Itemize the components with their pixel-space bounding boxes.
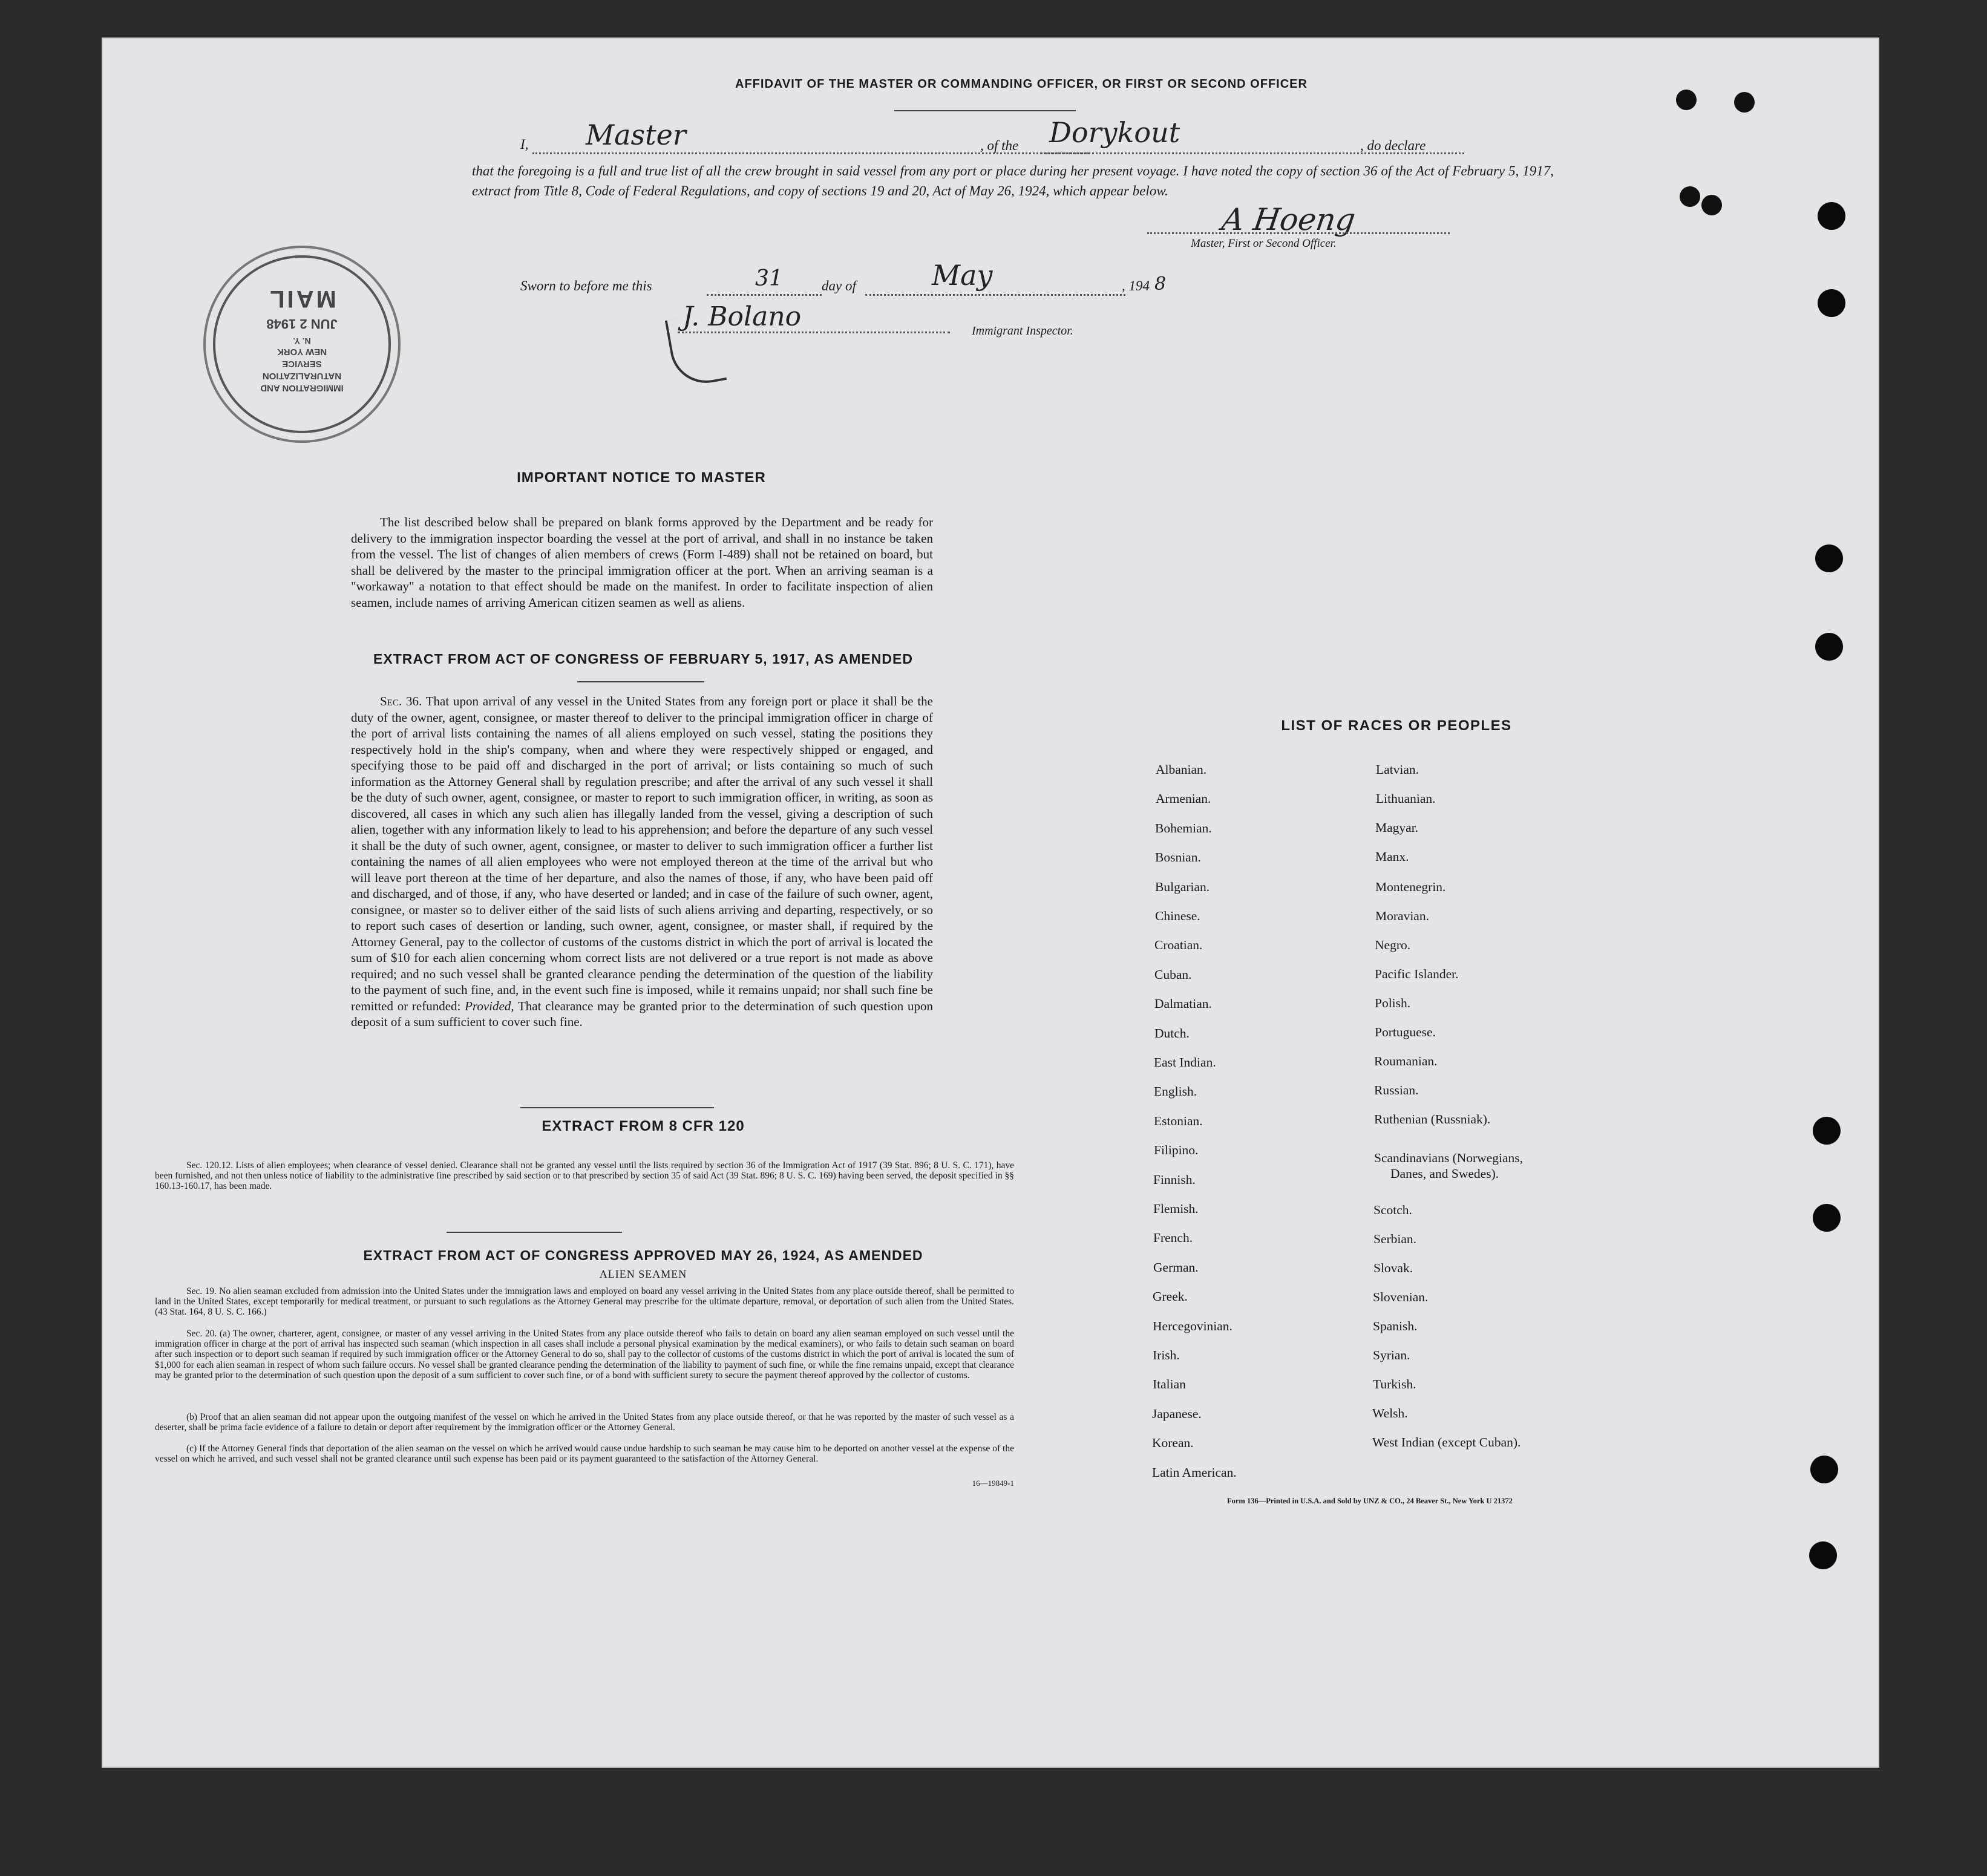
affidavit-title: AFFIDAVIT OF THE MASTER OR COMMANDING OFFICER, OR FIRST OR SECOND OFFICER [735, 77, 1308, 91]
race-item: Japanese. [1152, 1406, 1202, 1421]
extract1924-subtitle: ALIEN SEAMEN [599, 1268, 687, 1280]
hole-mark [1701, 195, 1722, 215]
form-number: 16—19849-1 [972, 1479, 1014, 1488]
inspector-signature: J. Bolano [683, 301, 802, 332]
race-item: Lithuanian. [1376, 791, 1436, 806]
master-signature: A Hoeng [1219, 202, 1358, 237]
sec36-text: That upon arrival of any vessel in the United States from any foreign port or place it shall be the duty of the owner, agent, consignee, or master thereof to deliver to the principal immigration officer in charge of the port of arrival lists containing the names of all aliens employed on such vessel, stating the positions they respectively hold in the ship's company, when and where they were respectively shipped or engaged, and specifying those to be paid off and discharged in the port of arrival; or lists containing so much of such information as the Attorney General shall by regulation prescribe; and after the arrival of any such vessel it shall be the duty of such owner, agent, consignee, or master to report to such immigration officer, in writing, as soon as discovered, all cases in which any such alien has illegally landed from the vessel, giving a description of such alien, together with any information likely to lead to his apprehension; and before the departure of any such vessel it shall be the duty of such owner, agent, consignee, or master to deliver to such immigration officer a further list containing the names of all alien employees who were not employed thereon at the time of the arrival but who will leave port thereon at the time of her departure, and also the names of those, if any, who have been paid off and discharged, and of those, if any, who have deserted or landed; and in case of the failure of such owner, agent, consignee, or master so to deliver either of the said lists of such aliens arriving and departing, respectively, or so to report such cases of desertion or landing, such owner, agent, consignee, or master shall, if required by the Attorney General, pay to the collector of customs of the customs district in which the port of arrival is located the sum of $10 for each alien concerning whom correct lists are not delivered or a true report is not made as above required; and no such vessel shall be granted clearance pending the determination of the question of the liability to the payment of such fine, and, in the event such fine is imposed, while it remains unpaid; nor shall such fine be remitted or refunded: [351, 694, 933, 1013]
extract1924-title: EXTRACT FROM ACT OF CONGRESS APPROVED MAY 26, 1924, AS AMENDED [363, 1247, 923, 1263]
extract1917-end-rule [520, 1107, 714, 1108]
race-item: West Indian (except Cuban). [1372, 1435, 1521, 1449]
binder-hole [1818, 289, 1845, 317]
race-item: Chinese. [1155, 909, 1200, 923]
stamp-mail: MAIL [267, 286, 336, 312]
cfr-text: Sec. 120.12. Lists of alien employees; when clearance of vessel denied. Clearance shall not be granted any vessel until the lists required by section 36 of the Immigration Act of 1917 (39 Stat. 896; 8 U. S. C. 171), have been furnished, and not then unless notice of liability to the administrative fine prescribed by said section or to that prescribed by section 35 of said Act (39 Stat. 896; 8 U. S. C. 169) having been served, the deposit specified in §§ 160.13-160.17, has been made. [155, 1160, 1014, 1192]
race-item: Pacific Islander. [1375, 967, 1459, 981]
race-item: Scotch. [1373, 1203, 1412, 1217]
inspector-signature-line [678, 328, 950, 333]
sec36-text-end: That clearance may be granted prior to the determination of such question upon deposit of a sum sufficient to cover such fine. [351, 998, 933, 1029]
race-item: Dalmatian. [1154, 996, 1212, 1012]
race-item: Greek. [1153, 1289, 1188, 1304]
binder-hole [1815, 633, 1843, 661]
stamp-date: JUN 2 1948 [266, 316, 338, 332]
race-item: Scandinavians (Norwegians, [1374, 1151, 1523, 1165]
stamp-line1: IMMIGRATION AND [260, 383, 344, 393]
sworn-label: Sworn to before me this [520, 278, 652, 293]
race-item: Armenian. [1156, 791, 1211, 806]
year-handwritten: 8 [1154, 273, 1167, 295]
race-item: Serbian. [1373, 1232, 1417, 1246]
race-item: Roumanian. [1374, 1054, 1438, 1068]
sec20a-text: Sec. 20. (a) The owner, charterer, agent, consignee, or master of any vessel arriving in the United States from any place outside thereof who fails to detain on board any alien seaman employed on such vessel until the immigration officer in charge at the port of arrival has inspected such seaman (which inspection in all cases shall include a personal physical examination by the medical examiners), or who fails to detain such seaman on board after such inspection or to deport such seaman if required by such immigration officer or the Attorney General to do so, shall pay to the collector of customs of the customs district in which the port of arrival is located the sum of $1,000 for each alien seaman in respect of whom such failure occurs. No vessel shall be granted clearance pending the determination of the liability to payment of such fine, or while the fine remains unpaid, except that clearance may be granted prior to the determination of such question upon the deposit of a sum sufficient to cover such fine, or of a bond with sufficient surety to secure the payment thereof approved by the collector of customs. [155, 1329, 1014, 1381]
inspector-label: Immigrant Inspector. [972, 324, 1073, 338]
stamp-line3: SERVICE [282, 359, 322, 369]
do-declare-label: , do declare [1360, 138, 1426, 153]
race-item: Spanish. [1373, 1319, 1418, 1333]
sec36-label: Sec. 36. [380, 694, 422, 708]
race-item: Russian. [1374, 1083, 1419, 1097]
day-handwritten: 31 [755, 266, 783, 291]
cfr-title: EXTRACT FROM 8 CFR 120 [542, 1118, 745, 1134]
hole-mark [1680, 186, 1700, 207]
race-item: Bosnian. [1155, 850, 1201, 865]
race-item: Ruthenian (Russniak). [1374, 1112, 1491, 1126]
race-item: Turkish. [1373, 1377, 1416, 1391]
race-item: Croatian. [1154, 938, 1203, 953]
declarant-handwritten: Master [586, 119, 686, 151]
race-item: Dutch. [1154, 1025, 1190, 1041]
master-signature-line [1147, 229, 1450, 234]
binder-hole [1813, 1204, 1841, 1232]
race-item: Estonian. [1154, 1113, 1203, 1128]
binder-hole [1809, 1541, 1837, 1569]
footer-form-info: Form 136—Printed in U.S.A. and Sold by UNZ & CO., 24 Beaver St., New York U 21372 [1227, 1497, 1513, 1505]
race-item: French. [1153, 1231, 1193, 1246]
race-item: Portuguese. [1375, 1025, 1436, 1039]
notice-text: The list described below shall be prepared on blank forms approved by the Department and be ready for delivery to the immigration inspector boarding the vessel at the port of arrival, and shall in no instance be taken from the vessel. The list of changes of alien members of crews (Form I-489) shall not be retained on board, but shall be delivered by the master to the principal immigration officer at the port. When an arriving seaman is a "workaway" a notation to that effect should be made on the manifest. In order to facilitate inspection of alien seamen, include names of arriving American citizen seamen as well as aliens. [351, 515, 933, 610]
cfr-end-rule [447, 1232, 622, 1233]
race-item: Polish. [1375, 996, 1411, 1010]
race-item: Magyar. [1375, 820, 1419, 835]
race-item: Latin American. [1152, 1465, 1237, 1480]
race-item: Montenegrin. [1375, 880, 1446, 894]
race-item: Filipino. [1154, 1143, 1199, 1158]
sec20b-text: (b) Proof that an alien seaman did not appear upon the outgoing manifest of the vessel on which he arrived in the United States from any place outside thereof, or that he was reported by the master of such vessel as a deserter, shall be prima facie evidence of a failure to detain or deport after requirement by the immigration officer or the Attorney General. [155, 1412, 1014, 1433]
hole-mark [1676, 90, 1697, 110]
of-the-label: , of the [980, 138, 1019, 153]
race-item: Moravian. [1375, 909, 1429, 923]
race-item: Italian [1153, 1377, 1186, 1392]
race-item: Bulgarian. [1155, 879, 1210, 894]
sec20c-text: (c) If the Attorney General finds that deportation of the alien seaman on the vessel on which he arrived would cause undue hardship to such seaman he may cause him to be deported on another vessel at the expense of the vessel on which he arrived, and such vessel shall not be granted clearance until such expense has been paid or its payment guaranteed to the satisfaction of the Attorney General. [155, 1443, 1014, 1465]
extract1917-title: EXTRACT FROM ACT OF CONGRESS OF FEBRUARY 5, 1917, AS AMENDED [373, 651, 913, 667]
stamp-line2: NATURALIZATION [262, 371, 342, 381]
extract1917-text [351, 693, 933, 1030]
binder-hole [1815, 544, 1843, 572]
race-item: Irish. [1153, 1348, 1180, 1362]
race-item: Finnish. [1153, 1172, 1196, 1187]
month-handwritten: May [932, 259, 993, 292]
race-item: Slovak. [1373, 1261, 1413, 1275]
month-field [865, 273, 1125, 296]
binder-hole [1813, 1117, 1841, 1145]
vessel-handwritten: Dorykout [1049, 116, 1180, 149]
race-item: Korean. [1152, 1436, 1194, 1451]
race-item: Albanian. [1156, 762, 1207, 777]
sec19-text: Sec. 19. No alien seaman excluded from admission into the United States under the immigration laws and employed on board any vessel arriving in the United States from any place outside thereof, shall be permitted to land in the United States, except temporarily for medical treatment, or pursuant to such regulations as the Attorney General may prescribe for the ultimate departure, removal, or deportation of such alien from the United States. (43 Stat. 164, 8 U. S. C. 166.) [155, 1286, 1014, 1318]
race-item: Bohemian. [1155, 820, 1212, 835]
master-signature-label: Master, First or Second Officer. [1191, 237, 1337, 250]
race-item: Hercegovinian. [1153, 1318, 1232, 1333]
hole-mark [1734, 92, 1755, 113]
race-item: Cuban. [1154, 967, 1192, 982]
immigration-stamp [213, 255, 391, 433]
race-item: Syrian. [1373, 1348, 1410, 1362]
races-title: LIST OF RACES OR PEOPLES [1281, 717, 1512, 734]
race-item: English. [1154, 1084, 1197, 1099]
race-item: Flemish. [1153, 1201, 1199, 1216]
document-page [102, 38, 1879, 1768]
race-item: Danes, and Swedes). [1390, 1166, 1499, 1181]
title-rule [894, 110, 1076, 111]
race-item: Negro. [1375, 938, 1411, 952]
i-label: I, [520, 137, 529, 152]
day-of-label: day of [822, 278, 856, 293]
binder-hole [1810, 1456, 1838, 1483]
race-item: East Indian. [1154, 1055, 1216, 1070]
race-item: Latvian. [1376, 762, 1419, 777]
race-item: Manx. [1375, 849, 1409, 864]
race-item: Slovenian. [1373, 1290, 1429, 1304]
extract1917-rule [577, 681, 704, 682]
year-printed: , 194 [1122, 278, 1150, 293]
race-item: German. [1153, 1260, 1199, 1275]
stamp-line5: N. Y. [293, 336, 311, 346]
provided-word: Provided, [465, 998, 514, 1013]
race-item: Welsh. [1372, 1406, 1408, 1420]
declaration-text: that the foregoing is a full and true list of all the crew brought in said vessel from any port or place during her present voyage. I have noted the copy of section 36 of the Act of February 5, 1917, extract from Title 8, Code of Federal Regulations, and copy of sections 19 and 20, Act of May 26, 1924, which appear below. [472, 163, 1554, 198]
binder-hole [1818, 202, 1845, 230]
notice-title: IMPORTANT NOTICE TO MASTER [517, 469, 766, 486]
stamp-line4: NEW YORK [277, 347, 327, 357]
